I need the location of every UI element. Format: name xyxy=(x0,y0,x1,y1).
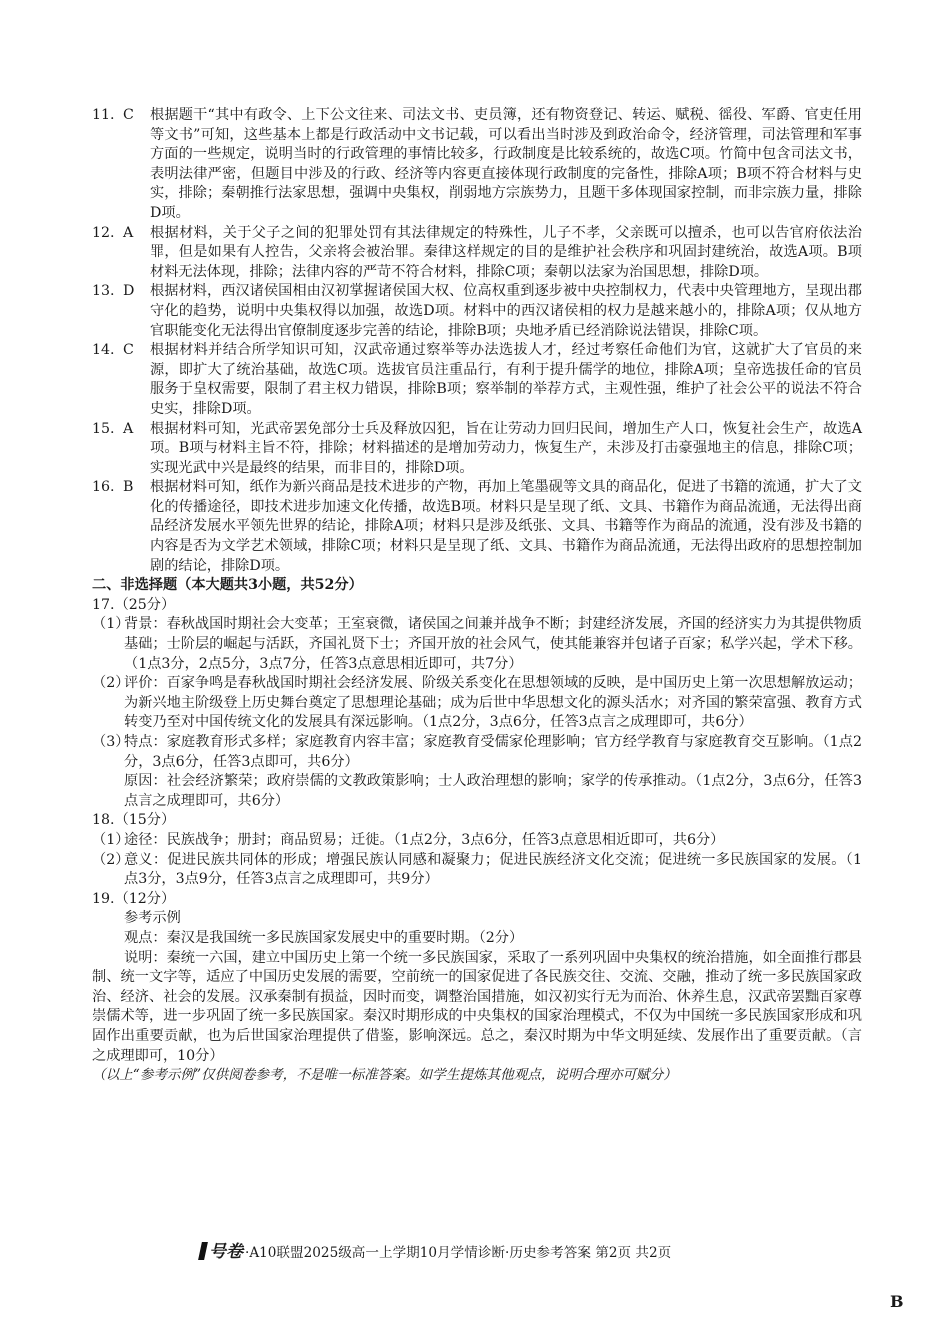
part-text: 特点：家庭教育形式多样；家庭教育内容丰富；家庭教育受儒家伦理影响；官方经学教育与家庭教育交互影响。（1点2分，3点6分，任答3点即可，共6分） xyxy=(124,734,862,770)
part-text: 评价：百家争鸣是春秋战国时期社会经济发展、阶级关系变化在思想领域的反映，是中国历史上第一次思想解放运动；为新兴地主阶级登上历史舞台奠定了思想理论基础；成为后世中华思想文化的源头活水；对齐国的繁荣富强、教育方式转变乃至对中国传统文化的发展具有深远影响。（1点2分，3点6分，任答3点言之成理即可，共6分） xyxy=(124,675,862,731)
multiple-choice-answers xyxy=(92,106,862,576)
answer-explanation: 根据材料可知，纸作为新兴商品是技术进步的产物，再加上笔墨砚等文具的商品化，促进了书籍的流通，扩大了文化的传播途径，即技术进步加速文化传播，故选B项。材料只是呈现了纸、文具、书籍作为商品流通，无法得出商品经济发展水平领先世界的结论，排除A项；材料只是涉及纸张、文具、书籍等作为商品的流通，没有涉及书籍的内容是否为文学艺术领域，排除C项；材料只是呈现了纸、文具、书籍作为商品流通，无法得出政府的思想控制加剧的结论，排除D项。 xyxy=(150,479,862,574)
part-label: （2） xyxy=(92,675,130,692)
answer-explanation: 根据材料可知，光武帝罢免部分士兵及释放囚犯，旨在让劳动力回归民间，增加生产人口，恢复社会生产，故选A项。B项与材料主旨不符，排除；材料描述的是增加劳动力，恢复生产，未涉及打击豪强地主的信息，排除C项；实现光武中兴是最终的结果，而非目的，排除D项。 xyxy=(150,420,862,476)
part-label: （2） xyxy=(92,851,130,868)
q19-reference-label: 参考示例 xyxy=(124,910,181,927)
question-number: 16. xyxy=(92,479,115,496)
question-17-heading: 17.（25分） xyxy=(92,596,176,613)
q19-grading-note: （以上“参考示例”仅供阅卷参考，不是唯一标准答案。如学生提炼其他观点，说明合理亦可赋分） xyxy=(92,1067,677,1084)
part-label: （3） xyxy=(92,734,130,750)
question-18-heading: 18.（15分） xyxy=(92,812,176,829)
brand-logo: 号卷 xyxy=(200,1237,243,1262)
footer-text: ·A10联盟2025级高一上学期10月学情诊断·历史参考答案 第2页 共2页 xyxy=(245,1245,672,1261)
question-number: 13. xyxy=(92,283,115,300)
part-text: 意义：促进民族共同体的形成；增强民族认同感和凝聚力；促进民族经济文化交流；促进统一多民族国家的发展。（1点3分，3点9分，任答3点言之成理即可，共9分） xyxy=(124,851,862,888)
q17-part-2 xyxy=(92,674,862,733)
part-label: （1） xyxy=(92,616,130,633)
question-number: 15. xyxy=(92,420,115,437)
answer-letter: C xyxy=(123,107,134,123)
answer-explanation: 根据题干“其中有政令、上下公文往来、司法文书、吏员簿，还有物资登记、转运、赋税、徭役、军爵、官吏任用等文书”可知，这些基本上都是行政活动中文书记载，可以看出当时涉及到政治命令，经济管理，司法管理和军事方面的一些规定，说明当时的行政管理的事情比较多，行政制度是比较系统的，故选C项。竹简中包含司法文书，表明法律严密，但题目中涉及的行政、经济等内容更直接体现行政制度的完备性，排除A项；B项不符合材料与史实，排除；秦朝推行法家思想，强调中央集权，削弱地方宗族势力，且题干多体现国家控制，而非宗族力量，排除D项。 xyxy=(150,107,862,221)
answer-item xyxy=(92,420,862,479)
q18-part-1 xyxy=(92,831,862,851)
part-text: 途径：民族战争；册封；商品贸易；迁徙。（1点2分，3点6分，任答3点意思相近即可，共6分） xyxy=(124,831,725,848)
q18-part-2 xyxy=(92,851,862,890)
q19-explanation: 说明：秦统一六国，建立中国历史上第一个统一多民族国家，采取了一系列巩固中央集权的统治措施，如全面推行郡县制、统一文字等，适应了中国历史发展的需要，空前统一的国家促进了各民族交往、交流、交融，推动了统一多民族国家政治、经济、社会的发展。汉承秦制有损益，因时而变，调整治国措施，如汉初实行无为而治、休养生息，汉武帝罢黜百家尊崇儒术等，进一步巩固了统一多民族国家。秦汉时期形成的中央集权的国家治理模式，不仅为中国统一多民族国家形成和巩固作出重要贡献，也为后世国家治理提供了借鉴，影响深远。总之，秦汉时期为中华文明延续、发展作出了重要贡献。（言之成理即可，10分） xyxy=(92,949,862,1064)
answer-page xyxy=(92,106,862,1086)
question-number: 14. xyxy=(92,342,115,359)
logo-mark-icon xyxy=(198,1242,208,1260)
answer-letter: C xyxy=(123,342,134,359)
answer-item xyxy=(92,106,862,224)
answer-item xyxy=(92,341,862,419)
answer-item xyxy=(92,224,862,283)
answer-item xyxy=(92,478,862,576)
question-19-heading: 19.（12分） xyxy=(92,890,176,907)
part-text: 背景：春秋战国时期社会大变革；王室衰微，诸侯国之间兼并战争不断；封建经济发展，齐国的经济实力为其提供物质基础；士阶层的崛起与活跃，齐国礼贤下士；齐国开放的社会风气，使其能兼容并包诸子百家；私学兴起，学术下移。（1点3分，2点5分，3点7分，任答3点意思相近即可，共7分） xyxy=(124,616,862,672)
q17-part-3 xyxy=(92,733,862,772)
answer-letter: A xyxy=(123,420,134,437)
q17-part-1 xyxy=(92,615,862,674)
q19-viewpoint: 观点：秦汉是我国统一多民族国家发展史中的重要时期。（2分） xyxy=(124,929,524,946)
question-number: 11. xyxy=(92,107,115,123)
question-number: 12. xyxy=(92,224,115,241)
part-label: （1） xyxy=(92,831,130,848)
page-footer xyxy=(200,1237,760,1262)
answer-explanation: 根据材料，关于父子之间的犯罪处罚有其法律规定的特殊性，儿子不孝，父亲既可以擅杀，也可以告官府依法治罪，但是如果有人控告，父亲将会被治罪。秦律这样规定的目的是维护社会秩序和巩固封建统治，故选A项。B项材料无法体现，排除；法律内容的严苛不符合材料，排除C项；秦朝以法家为治国思想，排除D项。 xyxy=(150,224,862,280)
q17-part-3-reasons: 原因：社会经济繁荣；政府崇儒的文教政策影响；士人政治理想的影响；家学的传承推动。（1点2分，3点6分，任答3点言之成理即可，共6分） xyxy=(124,773,862,809)
answer-explanation: 根据材料并结合所学知识可知，汉武帝通过察举等办法选拔人才，经过考察任命他们为官，这就扩大了官员的来源，即扩大了统治基础，故选C项。选拔官员注重品行，有利于提升儒学的地位，排除A项；皇帝选拔任命的官员服务于皇权需要，限制了君主权力错误，排除B项；察举制的举荐方式，主观性强，维护了社会公平的说法不符合史实，排除D项。 xyxy=(150,342,862,417)
answer-letter: D xyxy=(123,283,135,300)
answer-item xyxy=(92,282,862,341)
answer-letter: B xyxy=(123,479,134,496)
section-heading: 二、非选择题（本大题共3小题，共52分） xyxy=(92,577,363,594)
answer-letter: A xyxy=(123,224,134,241)
version-mark: B xyxy=(890,1292,904,1311)
answer-explanation: 根据材料，西汉诸侯国相由汉初掌握诸侯国大权、位高权重到逐步被中央控制权力，代表中央管理地方，呈现出郡守化的趋势，说明中央集权得以加强，故选D项。材料中的西汉诸侯相的权力是越来越小的，排除A项；仅从地方官职能变化无法得出官僚制度逐步完善的结论，排除B项；央地矛盾已经消除说法错误，排除C项。 xyxy=(150,283,862,339)
